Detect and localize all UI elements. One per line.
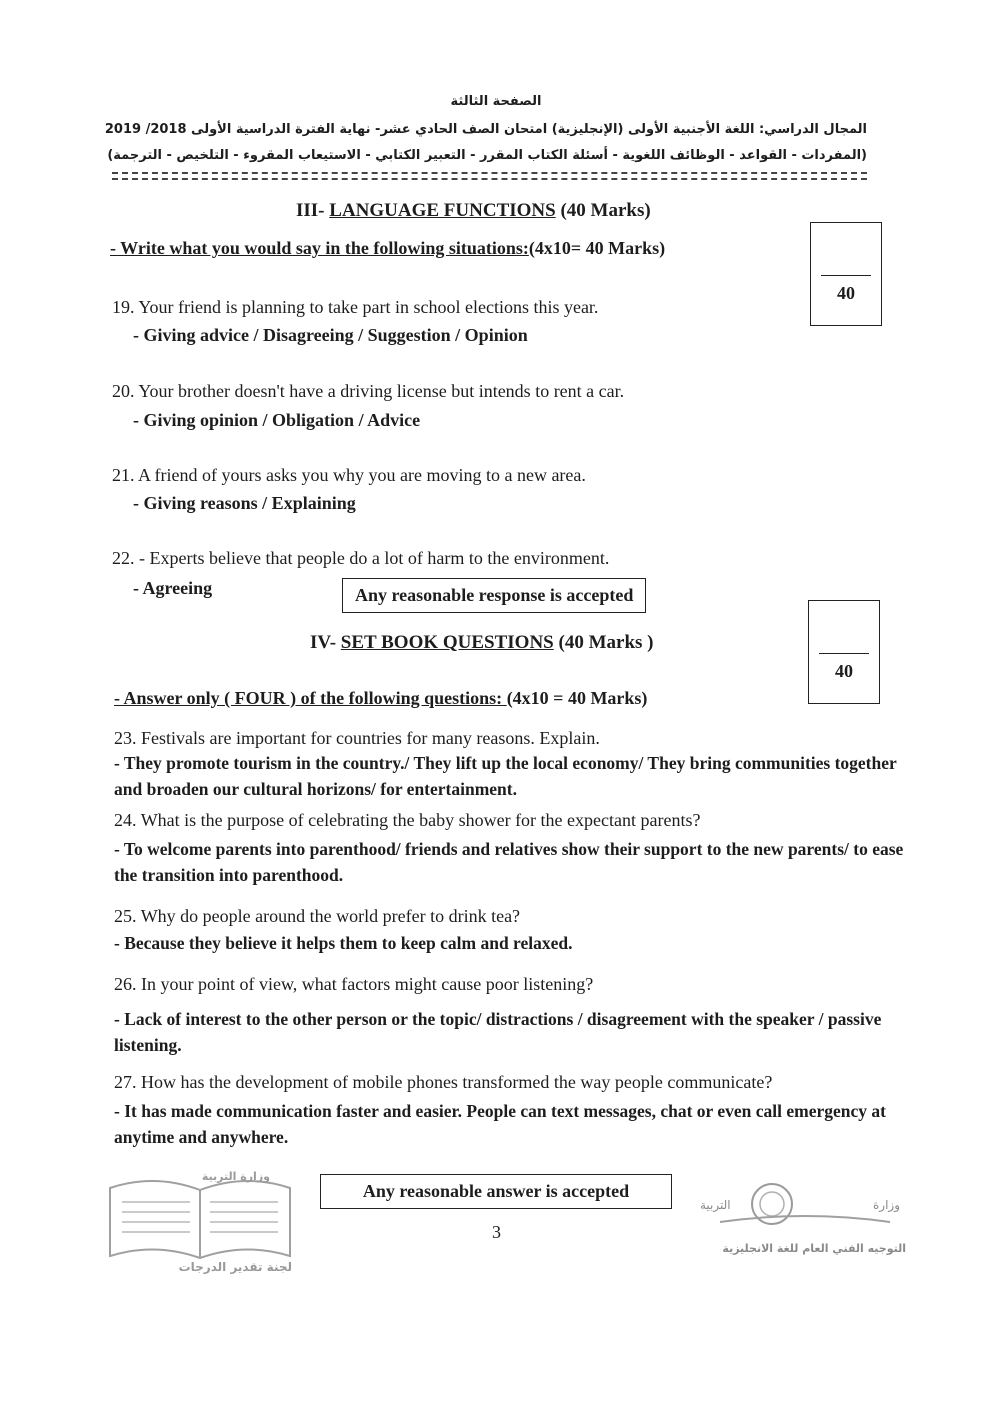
question-text: Why do people around the world prefer to drink tea? bbox=[140, 906, 521, 926]
stamp-bottom-text: لجنة تقدير الدرجات bbox=[178, 1260, 292, 1274]
question-text: A friend of yours asks you why you are moving to a new area. bbox=[138, 465, 586, 485]
section-4-marks: (40 Marks ) bbox=[553, 632, 654, 653]
logo-text-ministry: التربية bbox=[700, 1198, 731, 1212]
section-3-note: Any reasonable response is accepted bbox=[342, 578, 646, 613]
question-21-functions: - Giving reasons / Explaining bbox=[133, 493, 356, 513]
answer-23: - They promote tourism in the country./ They lift up the local economy/ They bring communities together and broaden our cultural horizons/ for entertainment. bbox=[114, 753, 897, 799]
page-label: الصفحة الثالثة bbox=[450, 94, 542, 109]
section-3-instruction bbox=[110, 238, 665, 259]
question-number: 25. bbox=[114, 906, 137, 926]
question-24 bbox=[114, 810, 700, 831]
section-3-mark-value: 40 bbox=[837, 283, 855, 303]
subject-header: المجال الدراسي: اللغة الأجنبية الأولى (الإنجليزية) امتحان الصف الحادي عشر- نهاية الفترة الدراسية الأولى 2018/ 2019 bbox=[104, 122, 867, 137]
section-4-heading: SET BOOK QUESTIONS bbox=[340, 632, 554, 653]
question-text: In your point of view, what factors might cause poor listening? bbox=[141, 974, 594, 994]
section-4-instruction bbox=[114, 688, 647, 709]
section-3-instruction-marks: (4x10= 40 Marks) bbox=[528, 238, 666, 258]
logo-text-education: وزارة bbox=[872, 1198, 900, 1212]
section-4-note: Any reasonable answer is accepted bbox=[320, 1174, 672, 1209]
question-number: 22. bbox=[112, 548, 135, 568]
stamp-top-text: وزارة التربية bbox=[201, 1170, 270, 1183]
answer-26: - Lack of interest to the other person or the topic/ distractions / disagreement with the speaker / passive listening. bbox=[114, 1009, 882, 1055]
question-text: Your friend is planning to take part in school elections this year. bbox=[138, 297, 599, 317]
section-4-mark-value: 40 bbox=[835, 661, 853, 681]
question-21 bbox=[112, 465, 586, 486]
mark-blank-line bbox=[821, 275, 871, 276]
question-number: 20. bbox=[112, 381, 135, 401]
mark-blank-line bbox=[819, 653, 869, 654]
section-3-prefix: III- bbox=[296, 200, 330, 221]
section-3-instruction-text: - Write what you would say in the following situations: bbox=[110, 238, 529, 258]
question-19 bbox=[112, 297, 598, 318]
question-25 bbox=[114, 906, 520, 927]
logo-caption: التوجيه الفني العام للغة الانجليزية bbox=[722, 1242, 906, 1255]
section-4-instruction-marks: (4x10 = 40 Marks) bbox=[506, 688, 648, 708]
question-text: Your brother doesn't have a driving license but intends to rent a car. bbox=[138, 381, 625, 401]
question-20 bbox=[112, 381, 624, 402]
question-number: 23. bbox=[114, 728, 137, 748]
section-3-title bbox=[296, 200, 651, 222]
header-divider bbox=[112, 172, 867, 180]
question-23 bbox=[114, 728, 600, 749]
question-22 bbox=[112, 548, 609, 569]
section-3-mark-box bbox=[810, 222, 882, 326]
topics-header: (المفردات - القواعد - الوظائف اللغوية - أسئلة الكتاب المقرر - التعبير الكتابي - الاستيعاب المقروء - التلخيص - الترجمة) bbox=[107, 148, 867, 163]
question-text: How has the development of mobile phones transformed the way people communicate? bbox=[141, 1072, 773, 1092]
section-4-instruction-text: - Answer only ( FOUR ) of the following questions: bbox=[114, 688, 507, 708]
question-20-functions: - Giving opinion / Obligation / Advice bbox=[133, 410, 421, 430]
question-22-functions: - Agreeing bbox=[133, 578, 213, 598]
english-supervision-logo bbox=[700, 1180, 910, 1260]
section-4-mark-box bbox=[808, 600, 880, 704]
section-4-title bbox=[310, 632, 653, 654]
section-3-heading: LANGUAGE FUNCTIONS bbox=[329, 200, 556, 221]
question-number: 26. bbox=[114, 974, 137, 994]
question-number: 24. bbox=[114, 810, 137, 830]
page-number: 3 bbox=[492, 1222, 501, 1242]
ministry-stamp bbox=[100, 1168, 300, 1278]
question-19-functions: - Giving advice / Disagreeing / Suggestion / Opinion bbox=[133, 325, 528, 345]
question-text: - Experts believe that people do a lot of harm to the environment. bbox=[139, 548, 610, 568]
answer-24: - To welcome parents into parenthood/ friends and relatives show their support to the new parents/ to ease the transition into parenthood. bbox=[114, 839, 904, 885]
section-4-prefix: IV- bbox=[310, 632, 341, 653]
answer-27: - It has made communication faster and easier. People can text messages, chat or even call emergency at anytime and anywhere. bbox=[114, 1101, 886, 1147]
question-text: What is the purpose of celebrating the baby shower for the expectant parents? bbox=[140, 810, 701, 830]
question-26 bbox=[114, 974, 593, 995]
question-text: Festivals are important for countries for many reasons. Explain. bbox=[141, 728, 600, 748]
question-number: 21. bbox=[112, 465, 135, 485]
answer-25: - Because they believe it helps them to keep calm and relaxed. bbox=[114, 933, 573, 953]
question-number: 27. bbox=[114, 1072, 137, 1092]
question-number: 19. bbox=[112, 297, 135, 317]
question-27 bbox=[114, 1072, 772, 1093]
section-3-marks: (40 Marks) bbox=[555, 200, 651, 221]
